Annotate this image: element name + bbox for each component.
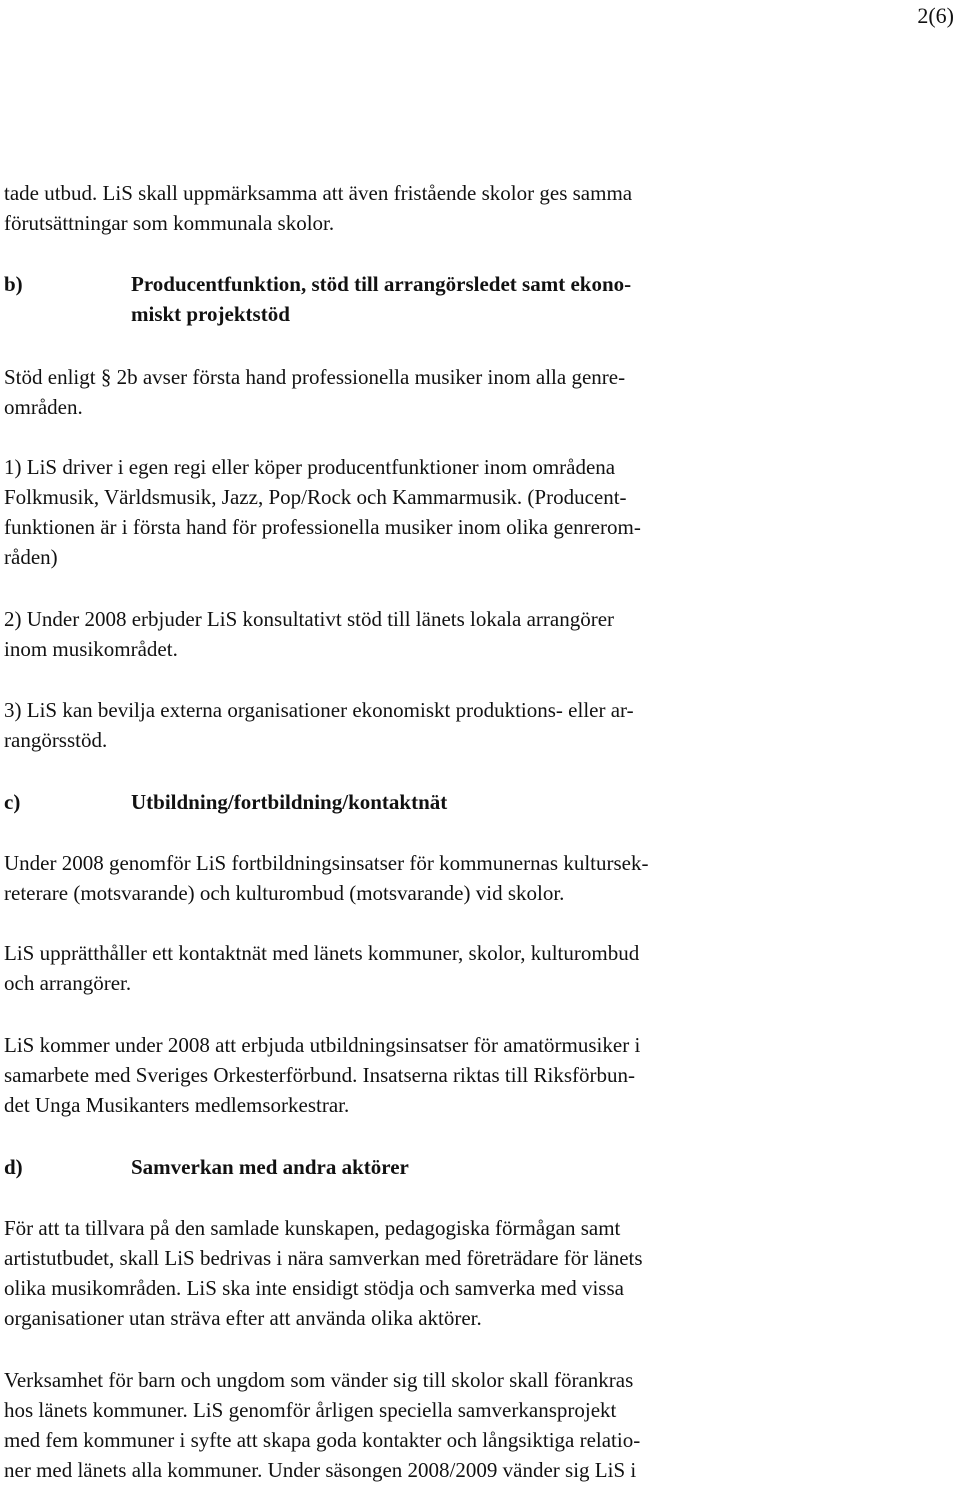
section-c-paragraph-1: Under 2008 genomför LiS fortbildningsinsatser för kommunernas kultursek- [4, 851, 649, 875]
section-c-paragraph-1: reterare (motsvarande) och kulturombud (motsvarande) vid skolor. [4, 881, 565, 905]
section-b-paragraph-1: Stöd enligt § 2b avser första hand professionella musiker inom alla genre- [4, 365, 626, 389]
section-d-heading: Samverkan med andra aktörer [131, 1155, 409, 1179]
section-d-paragraph-1: artistutbudet, skall LiS bedrivas i nära samverkan med företrädare för länets [4, 1246, 643, 1270]
section-b-paragraph-2: funktionen är i första hand för professionella musiker inom olika genrerom- [4, 515, 641, 539]
intro-line: tade utbud. LiS skall uppmärksamma att även fristående skolor ges samma [4, 181, 633, 205]
section-b-letter: b) [4, 272, 23, 296]
section-d-paragraph-2: Verksamhet för barn och ungdom som vänder sig till skolor skall förankras [4, 1368, 634, 1392]
section-c-letter: c) [4, 790, 21, 814]
section-d-paragraph-1: organisationer utan sträva efter att använda olika aktörer. [4, 1306, 482, 1330]
section-b-paragraph-4: 3) LiS kan bevilja externa organisationer ekonomiskt produktions- eller ar- [4, 698, 634, 722]
section-d-paragraph-2: ner med länets alla kommuner. Under säsongen 2008/2009 vänder sig LiS i [4, 1458, 637, 1482]
section-b-paragraph-3: 2) Under 2008 erbjuder LiS konsultativt stöd till länets lokala arrangörer [4, 607, 615, 631]
intro-line: förutsättningar som kommunala skolor. [4, 211, 335, 235]
section-b-paragraph-2: råden) [4, 545, 58, 569]
section-c-paragraph-3: samarbete med Sveriges Orkesterförbund. Insatserna riktas till Riksförbun- [4, 1063, 635, 1087]
section-b-paragraph-2: 1) LiS driver i egen regi eller köper producentfunktioner inom områdena [4, 455, 616, 479]
section-b-paragraph-1: områden. [4, 395, 83, 419]
section-b-heading: Producentfunktion, stöd till arrangörsledet samt ekono- [131, 272, 632, 296]
section-c-heading: Utbildning/fortbildning/kontaktnät [131, 790, 448, 814]
section-b-paragraph-2: Folkmusik, Världsmusik, Jazz, Pop/Rock och Kammarmusik. (Producent- [4, 485, 627, 509]
section-d-paragraph-2: hos länets kommuner. LiS genomför årligen speciella samverkansprojekt [4, 1398, 617, 1422]
section-b-heading: miskt projektstöd [131, 302, 290, 326]
section-b-paragraph-4: rangörsstöd. [4, 728, 108, 752]
section-d-letter: d) [4, 1155, 23, 1179]
section-c-paragraph-2: LiS upprätthåller ett kontaktnät med länets kommuner, skolor, kulturombud [4, 941, 640, 965]
page-number: 2(6) [917, 3, 954, 28]
section-c-paragraph-3: LiS kommer under 2008 att erbjuda utbildningsinsatser för amatörmusiker i [4, 1033, 641, 1057]
section-b-paragraph-3: inom musikområdet. [4, 637, 178, 661]
section-d-paragraph-1: olika musikområden. LiS ska inte ensidigt stödja och samverka med vissa [4, 1276, 624, 1300]
section-d-paragraph-1: För att ta tillvara på den samlade kunskapen, pedagogiska förmågan samt [4, 1216, 621, 1240]
section-c-paragraph-2: och arrangörer. [4, 971, 132, 995]
section-d-paragraph-2: med fem kommuner i syfte att skapa goda kontakter och långsiktiga relatio- [4, 1428, 641, 1452]
section-c-paragraph-3: det Unga Musikanters medlemsorkestrar. [4, 1093, 350, 1117]
